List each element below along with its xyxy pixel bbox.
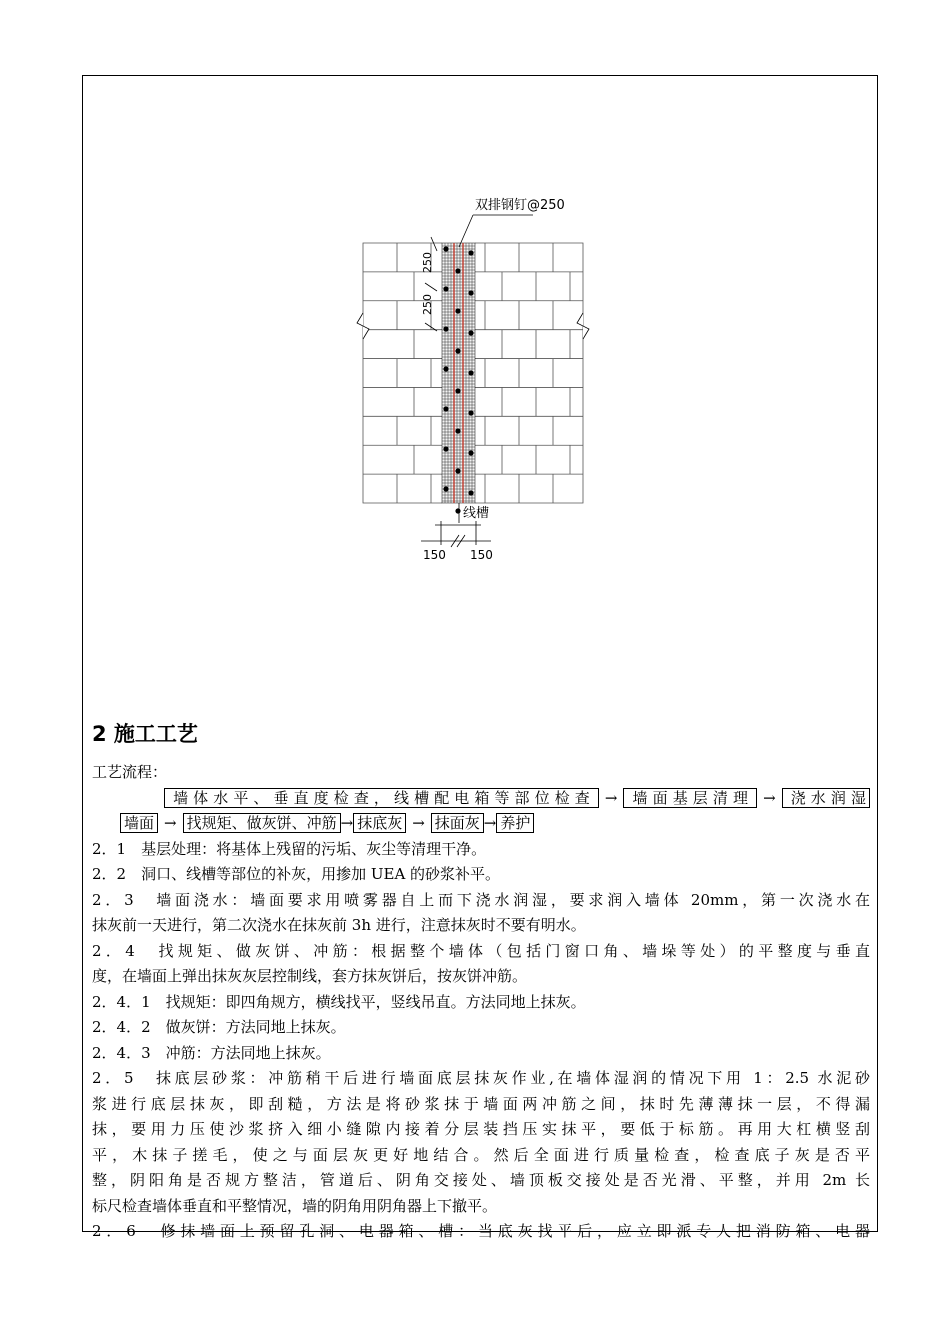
flow-line-1 — [92, 786, 870, 812]
paragraph-line: 2．3 墙面浇水：墙面要求用喷雾器自上而下浇水润湿，要求润入墙体 20mm，第一次浇水在 — [92, 890, 870, 909]
flow-step-wet-part2: 墙面 — [120, 813, 158, 833]
paragraph-line: 2．1 基层处理：将基体上残留的污垢、灰尘等清理干净。 — [92, 839, 487, 858]
dimension-line — [431, 237, 437, 251]
steel-nail — [468, 250, 473, 255]
flow-arrow: → — [340, 814, 354, 832]
steel-nail — [468, 330, 473, 335]
flow-arrow: → — [604, 788, 618, 807]
flow-intro: 工艺流程： — [92, 763, 168, 781]
paragraph-line: 浆进行底层抹灰，即刮糙，方法是将砂浆抹于墙面两冲筋之间，抹时先薄薄抹一层，不得漏 — [92, 1094, 870, 1113]
document-body — [92, 760, 870, 1245]
steel-nail — [455, 268, 460, 273]
figure-bottom-dim-left: 150 — [423, 548, 446, 562]
flow-arrow: → — [483, 814, 497, 832]
steel-nail — [468, 490, 473, 495]
steel-nail — [455, 388, 460, 393]
steel-nail — [443, 486, 448, 491]
flow-step-base-coat: 抹底灰 — [353, 813, 406, 833]
flow-step-rules: 找规矩、做灰饼、冲筋 — [183, 813, 341, 833]
wall-outline — [475, 243, 583, 503]
steel-nail — [455, 428, 460, 433]
flow-step-clean: 墙面基层清理 — [623, 788, 757, 808]
paragraph-line: 2．5 抹底层砂浆：冲筋稍干后进行墙面底层抹灰作业,在墙体湿润的情况下用 1：2.5 水泥砂 — [92, 1069, 870, 1087]
steel-nail — [455, 468, 460, 473]
figure-dim-label-1: 250 — [421, 252, 434, 273]
paragraph-line: 2．4 找规矩、做灰饼、冲筋：根据整个墙体（包括门窗口角、墙垛等处）的平整度与垂直 — [92, 941, 870, 960]
steel-nail — [468, 370, 473, 375]
figure-dim-label-2: 250 — [421, 294, 434, 315]
wall-outline — [363, 243, 442, 503]
steel-nail — [468, 450, 473, 455]
dimension-line — [425, 283, 437, 291]
paragraph-line: 2．4．3 冲筋：方法同地上抹灰。 — [92, 1043, 331, 1062]
figure-top-label: 双排钢钉@250 — [475, 198, 565, 213]
paragraph-line: 平，木抹子搓毛，使之与面层灰更好地结合。然后全面进行质量检查，检查底子灰是否平 — [92, 1145, 870, 1164]
steel-nail — [443, 246, 448, 251]
paragraph-line: 2．4．1 找规矩：即四角规方，横线找平，竖线吊直。方法同地上抹灰。 — [92, 992, 586, 1011]
flow-step-wet-part1: 浇水润湿 — [782, 788, 870, 808]
section-title: 2 施工工艺 — [92, 722, 198, 746]
flow-step-finish-coat: 抹面灰 — [431, 813, 484, 833]
paragraph-line: 抹灰前一天进行，第二次浇水在抹灰前 3h 进行，注意抹灰时不要有明水。 — [92, 916, 586, 934]
flow-line-2 — [92, 811, 870, 837]
steel-nail — [455, 508, 460, 513]
flow-step-check: 墙体水平、垂直度检查，线槽配电箱等部位检查 — [164, 788, 599, 808]
paragraph-line: 标尺检查墙体垂直和平整情况，墙的阴角用阴角器上下撤平。 — [92, 1196, 498, 1215]
flow-arrow: → — [763, 788, 776, 807]
paragraph-line: 抹，要用力压使沙浆挤入细小缝隙内接着分层装挡压实抹平，要低于标筋。再用大杠横竖刮 — [92, 1120, 870, 1138]
flow-arrow: → — [164, 814, 177, 832]
leader-line — [459, 215, 473, 247]
steel-nail — [443, 366, 448, 371]
flow-arrow: → — [412, 814, 425, 832]
steel-nail — [455, 348, 460, 353]
paragraph-line: 2．2 洞口、线槽等部位的补灰，用掺加 UEA 的砂浆补平。 — [92, 865, 501, 883]
steel-nail — [468, 290, 473, 295]
break-line — [357, 313, 369, 339]
paragraph-line: 2．6 修抹墙面上预留孔洞、电器箱、槽：当底灰找平后，应立即派专人把消防箱、电器 — [92, 1222, 870, 1240]
steel-nail — [468, 410, 473, 415]
steel-nail — [455, 308, 460, 313]
steel-nail — [443, 326, 448, 331]
flow-step-curing: 养护 — [496, 813, 534, 833]
wall-groove-diagram — [355, 185, 605, 575]
steel-nail — [443, 406, 448, 411]
break-line — [577, 313, 589, 339]
paragraph-line: 度，在墙面上弹出抹灰灰层控制线，套方抹灰饼后，按灰饼冲筋。 — [92, 967, 528, 985]
steel-nail — [443, 446, 448, 451]
figure-groove-label: 线槽 — [463, 506, 490, 521]
paragraph-line: 2．4．2 做灰饼：方法同地上抹灰。 — [92, 1018, 346, 1036]
figure-bottom-dim-right: 150 — [470, 548, 493, 562]
steel-nail — [443, 286, 448, 291]
paragraph-line: 整，阴阳角是否规方整洁，管道后、阴角交接处、墙顶板交接处是否光滑、平整，并用 2m 长 — [92, 1171, 870, 1189]
